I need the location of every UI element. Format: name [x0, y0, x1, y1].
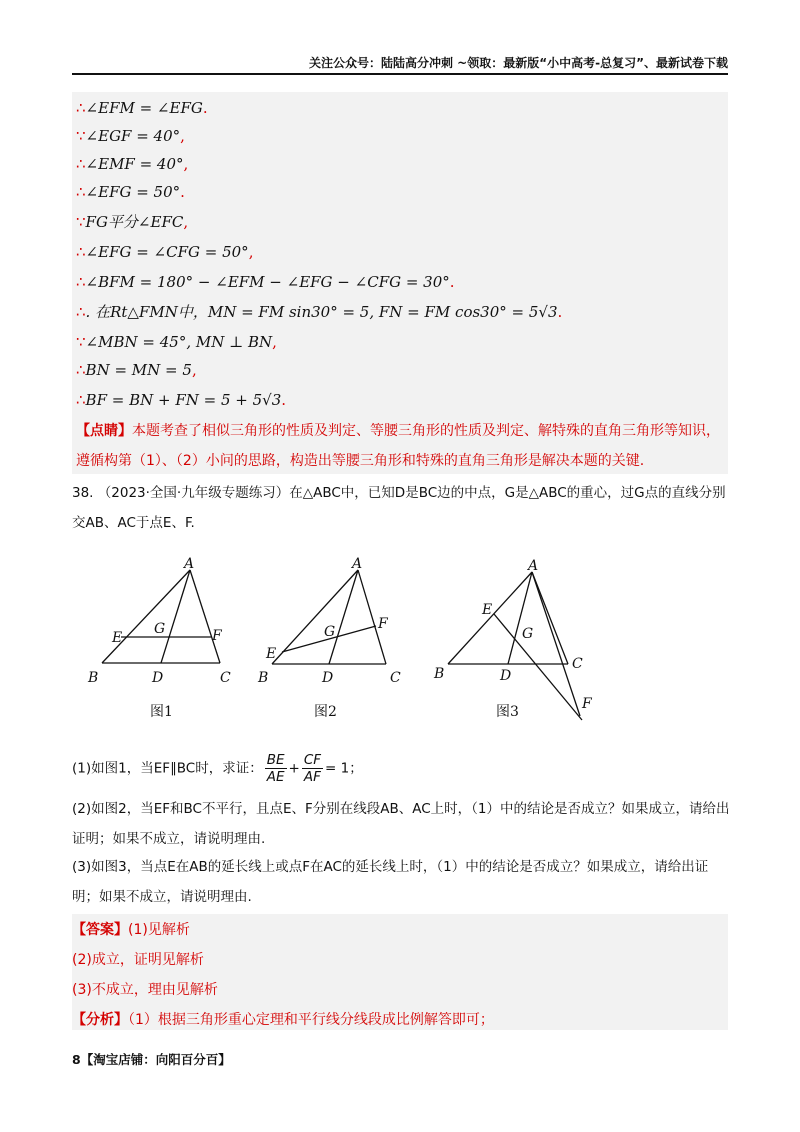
answer-line-2: (2)成立，证明见解析: [72, 952, 204, 968]
fig2-label-G: G: [324, 624, 336, 640]
solution-line: ∴∠EFG = 50°.: [76, 183, 185, 201]
answer-line-3: (3)不成立，理由见解析: [72, 982, 218, 998]
fraction-be-ae: $\frac{BE}{AE}$: [266, 752, 285, 785]
solution-line: ∴∠BFM = 180° − ∠EFM − ∠EFG − ∠CFG = 30°.: [76, 273, 455, 291]
fig2-caption: 图2: [314, 704, 337, 720]
solution-block: [72, 92, 728, 474]
question-part-1: (1)如图1，当EF∥BC时，求证： $\frac{BE}{AE}$ + $\frac{CF}{AF}$ = 1；: [72, 752, 363, 785]
fig2-label-D: D: [322, 670, 334, 686]
fig1-label-B: B: [88, 670, 99, 686]
solution-line: ∴∠EFM = ∠EFG.: [76, 99, 208, 117]
fig3-label-D: D: [500, 668, 512, 684]
fig3-label-A: A: [528, 558, 539, 574]
fig1-label-D: D: [152, 670, 164, 686]
fig1-label-C: C: [220, 670, 231, 686]
fig2-label-B: B: [258, 670, 269, 686]
solution-line: ∵∠MBN = 45°, MN ⊥ BN,: [76, 333, 277, 351]
solution-line: ∴BF = BN + FN = 5 + 5√3.: [76, 391, 287, 409]
question-part-3: (3)如图3，当点E在AB的延长线上或点F在AC的延长线上时，（1）中的结论是否成立？如果成立，请给出证明；如果不成立，请说明理由.: [72, 859, 709, 905]
fig2-label-E: E: [266, 646, 277, 662]
fig1-label-F: F: [212, 628, 222, 644]
fig3-label-B: B: [434, 666, 445, 682]
page-header: 关注公众号：陆陆高分冲刺 ~领取：最新版“小中高考-总复习”、最新试卷下载: [309, 56, 728, 70]
figure-2: [272, 570, 386, 664]
figure-3: [448, 572, 582, 720]
fig3-caption: 图3: [496, 704, 519, 720]
fig3-label-E: E: [482, 602, 493, 618]
page-footer: 8【淘宝店铺：向阳百分百】: [72, 1052, 231, 1067]
key-point-note: 【点睛】本题考查了相似三角形的性质及判定、等腰三角形的性质及判定、解特殊的直角三角形等知识，遵循构第（1）、（2）小问的思路，构造出等腰三角形和特殊的直角三角形是解决本题的关键.: [76, 423, 720, 469]
header-divider: [72, 73, 728, 75]
solution-line: ∴∠EMF = 40°,: [76, 155, 189, 173]
solution-line: ∴∠EFG = ∠CFG = 50°,: [76, 243, 254, 261]
fig2-label-A: A: [352, 556, 363, 572]
solution-line: ∵FG平分∠EFC,: [76, 213, 189, 231]
fig2-label-F: F: [378, 616, 388, 632]
fraction-cf-af: $\frac{CF}{AF}$: [303, 752, 322, 785]
answer-line-1: 【答案】(1)见解析: [72, 922, 190, 938]
fig1-label-E: E: [112, 630, 123, 646]
solution-line: ∴BN = MN = 5,: [76, 361, 197, 379]
question-stem: 38. （2023·全国·九年级专题练习）在△ABC中，已知D是BC边的中点，G是△ABC的重心，过G点的直线分别交AB、AC于点E、F.: [72, 485, 726, 531]
solution-line: ∴. 在Rt△FMN中，MN = FM sin30° = 5, FN = FM cos30° = 5√3.: [76, 303, 563, 321]
fig2-label-C: C: [390, 670, 401, 686]
fig1-label-G: G: [154, 621, 166, 637]
figure-1: [102, 570, 220, 663]
fig3-label-C: C: [572, 656, 583, 672]
fig1-caption: 图1: [150, 704, 173, 720]
analysis-line: 【分析】（1）根据三角形重心定理和平行线分线段成比例解答即可；: [72, 1012, 494, 1028]
geometry-figures: [72, 556, 632, 731]
question-part-2: (2)如图2，当EF和BC不平行，且点E、F分别在线段AB、AC上时，（1）中的结论是否成立？如果成立，请给出证明；如果不成立，请说明理由.: [72, 801, 730, 847]
solution-line: ∵∠EGF = 40°,: [76, 127, 185, 145]
fig3-label-G: G: [522, 626, 534, 642]
fig1-label-A: A: [184, 556, 195, 572]
fig3-label-F: F: [582, 696, 592, 712]
